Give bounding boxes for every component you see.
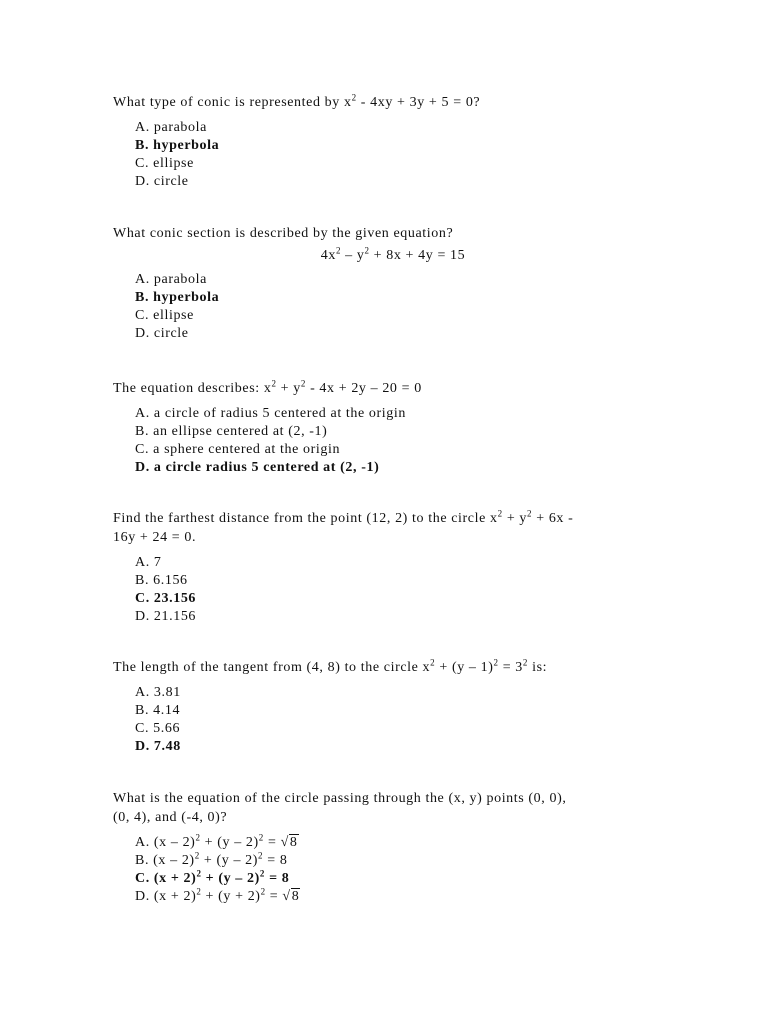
choice-c-correct[interactable]: C. $(x + 2)^2 + (y - 2)^2 = 8$ xyxy=(135,868,290,886)
choice-list xyxy=(135,271,673,343)
choice-b[interactable]: B. (x – 2)$^2$ + (y – 2)$^2$ = 8 xyxy=(135,850,288,868)
choice-list xyxy=(135,554,673,626)
choice-d-correct[interactable]: D. a circle radius 5 centered at (2, -1) xyxy=(135,460,380,475)
question-5 xyxy=(113,658,673,756)
choice-list xyxy=(135,684,673,756)
choice-b-correct[interactable]: B. hyperbola xyxy=(135,138,220,153)
choice-a[interactable]: A. (x – 2)$^2$ + (y – 2)$^2$ = √8 xyxy=(135,832,298,850)
choice-d[interactable]: D. circle xyxy=(135,174,189,189)
choice-list xyxy=(135,119,673,191)
question-stem: What is the equation of the circle passing through the (x, y) points (0, 0), xyxy=(113,791,567,806)
question-3 xyxy=(113,379,673,477)
choice-a[interactable]: A. a circle of radius 5 centered at the origin xyxy=(135,406,406,421)
choice-list xyxy=(135,834,673,906)
choice-a[interactable]: A. 3.81 xyxy=(135,685,181,700)
choice-c[interactable]: C. ellipse xyxy=(135,308,194,323)
choice-d[interactable]: D. $(x + 2)^2 + (y + 2)^2 = √8$ xyxy=(135,886,300,904)
question-stem: The equation describes: $x^2 + y^2 - 4x + 2y - 20 = 0$ xyxy=(113,378,422,396)
question-2 xyxy=(113,224,673,343)
sqrt-symbol: √8 xyxy=(282,889,300,904)
question-stem: What conic section is described by the given equation? xyxy=(113,226,454,241)
choice-c[interactable]: C. 5.66 xyxy=(135,721,181,736)
choice-d[interactable]: D. 21.156 xyxy=(135,609,197,624)
choice-c[interactable]: C. ellipse xyxy=(135,156,194,171)
question-stem-line-2: (0, 4), and (-4, 0)? xyxy=(113,810,228,825)
question-stem: Find the farthest distance from the point (12, 2) to the circle $x^2 + y^2 + 6x$ - xyxy=(113,508,574,526)
choice-c[interactable]: C. a sphere centered at the origin xyxy=(135,442,341,457)
choice-c-correct[interactable]: C. 23.156 xyxy=(135,591,197,606)
choice-b[interactable]: B. 4.14 xyxy=(135,703,181,718)
choice-d[interactable]: D. circle xyxy=(135,326,189,341)
choice-a[interactable]: A. 7 xyxy=(135,555,162,570)
choice-b[interactable]: B. an ellipse centered at (2, -1) xyxy=(135,424,328,439)
choice-b-correct[interactable]: B. hyperbola xyxy=(135,290,220,305)
question-6 xyxy=(113,789,673,906)
sqrt-symbol: √8 xyxy=(280,835,298,850)
question-stem: The length of the tangent from (4, 8) to the circle $x^2 + (y - 1)^2 = 3^2$ is: xyxy=(113,657,548,675)
question-1 xyxy=(113,93,673,191)
choice-list xyxy=(135,405,673,477)
question-equation: $4x^2 - y^2 + 8x + 4y = 15$ xyxy=(320,245,466,263)
choice-b[interactable]: B. 6.156 xyxy=(135,573,188,588)
question-stem-line-2: 16y + 24 = 0. xyxy=(113,530,197,545)
question-stem: What type of conic is represented by $x^2 - 4xy + 3y + 5 = 0$? xyxy=(113,92,481,110)
question-4 xyxy=(113,509,673,626)
choice-a[interactable]: A. parabola xyxy=(135,272,207,287)
choice-d-correct[interactable]: D. 7.48 xyxy=(135,739,181,754)
choice-a[interactable]: A. parabola xyxy=(135,120,207,135)
